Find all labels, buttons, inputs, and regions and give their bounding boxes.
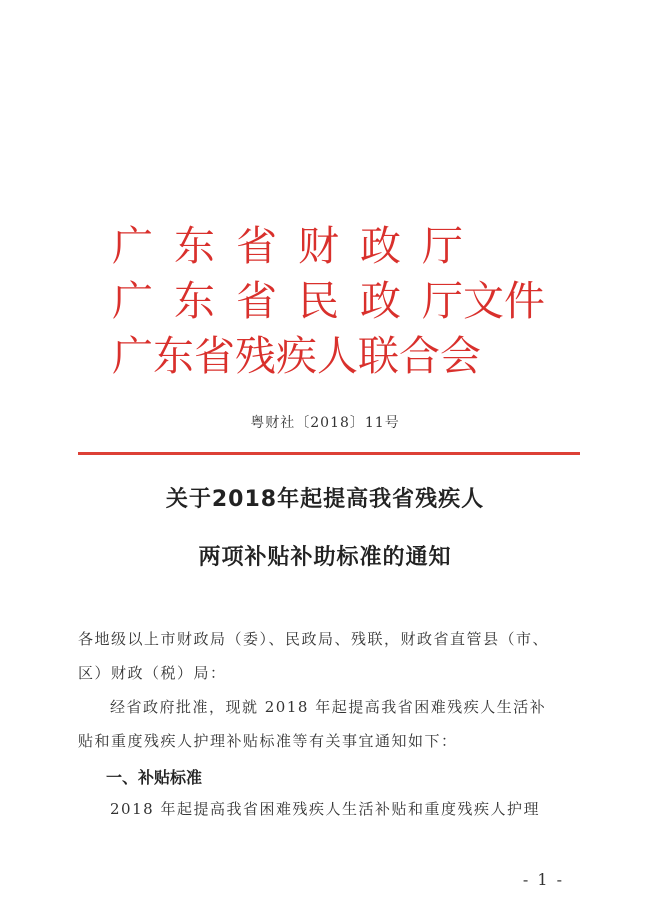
document-suffix: 文件	[463, 277, 545, 325]
issuer-finance-department: 广东省财政厅	[112, 222, 484, 270]
red-separator-rule	[78, 452, 580, 455]
document-title-line-1: 关于2018年起提高我省残疾人	[165, 487, 485, 512]
page-number: - 1 -	[522, 870, 564, 889]
salutation-line-1: 各地级以上市财政局（委）、民政局、残联，财政省直管县（市、	[78, 630, 550, 648]
paragraph-1-line-1: 经省政府批准，现就 2018 年起提高我省困难残疾人生活补	[110, 698, 547, 716]
section-1-heading: 一、补贴标准	[106, 768, 203, 787]
section-1-line-1: 2018 年起提高我省困难残疾人生活补贴和重度残疾人护理	[110, 800, 540, 818]
salutation-line-2: 区）财政（税）局：	[78, 664, 227, 682]
issuer-civil-affairs-department	[112, 277, 545, 325]
document-title-line-2: 两项补贴补助标准的通知	[198, 545, 452, 570]
issuer-disabled-persons-federation: 广东省残疾人联合会	[112, 332, 481, 380]
document-number: 粤财社〔2018〕11号	[250, 415, 400, 431]
paragraph-1-line-2: 贴和重度残疾人护理补贴标准等有关事宜通知如下：	[78, 732, 458, 750]
issuer-civil-affairs-name: 广东省民政厅	[112, 277, 484, 325]
